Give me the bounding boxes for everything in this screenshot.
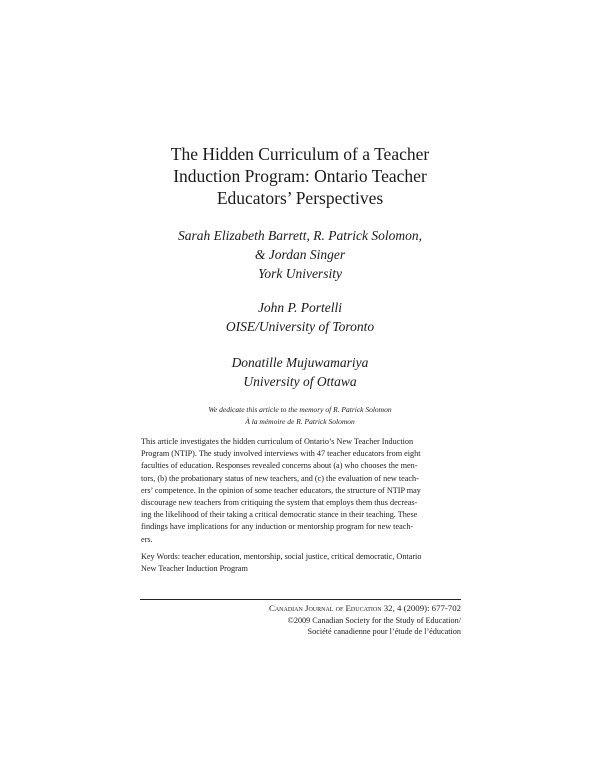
author-affiliation: OISE/University of Toronto bbox=[225, 319, 375, 334]
abstract-line: tors, (b) the probationary status of new teachers, and (c) the evaluation of new teach- bbox=[141, 473, 419, 483]
author-names: John P. Portelli bbox=[257, 300, 343, 315]
dedication-english: We dedicate this article to the memory of R. Patrick Solomon bbox=[208, 405, 392, 414]
keywords-line: Key Words: teacher education, mentorship, social justice, critical democratic, Ontario bbox=[141, 552, 422, 561]
author-group-ottawa bbox=[0, 353, 600, 391]
abstract-line: ers’ competence. In the opinion of some teacher educators, the structure of NTIP may bbox=[141, 485, 421, 495]
author-names: & Jordan Singer bbox=[254, 247, 346, 262]
author-group-oise bbox=[0, 298, 600, 336]
title-line: Educators’ Perspectives bbox=[216, 188, 384, 208]
author-names: Donatille Mujuwamariya bbox=[231, 355, 369, 370]
abstract-line: discourage new teachers from critiquing the system that employs them thus decreas- bbox=[141, 498, 418, 508]
copyright-line: ©2009 Canadian Society for the Study of Education/ bbox=[287, 615, 461, 625]
author-names: Sarah Elizabeth Barrett, R. Patrick Solomon, bbox=[178, 228, 422, 243]
title-line: Induction Program: Ontario Teacher bbox=[173, 166, 427, 186]
dedication bbox=[0, 404, 600, 428]
journal-footer bbox=[200, 603, 461, 638]
title-line: The Hidden Curriculum of a Teacher bbox=[170, 144, 430, 164]
article-title bbox=[0, 143, 600, 209]
abstract-line: ing the likelihood of their taking a critical democratic stance in their teaching. These bbox=[141, 510, 418, 520]
keywords bbox=[141, 551, 461, 575]
abstract-line: Program (NTIP). The study involved interviews with 47 teacher educators from eight bbox=[141, 449, 421, 459]
abstract-line: ers. bbox=[141, 534, 153, 544]
journal-citation: Canadian Journal of Education 32, 4 (2009): 677-702 bbox=[268, 603, 461, 613]
dedication-french: À la mémoire de R. Patrick Solomon bbox=[245, 417, 355, 426]
footer-divider bbox=[140, 599, 461, 600]
abstract bbox=[141, 436, 461, 546]
society-french-line: Société canadienne pour l’étude de l’éducation bbox=[307, 627, 461, 636]
author-affiliation: York University bbox=[258, 266, 342, 281]
author-affiliation: University of Ottawa bbox=[243, 374, 357, 389]
author-group-york bbox=[0, 226, 600, 283]
abstract-line: findings have implications for any induction or mentorship program for new teach- bbox=[141, 522, 414, 532]
keywords-line: New Teacher Induction Program bbox=[141, 564, 248, 574]
abstract-line: This article investigates the hidden curriculum of Ontario’s New Teacher Induction bbox=[141, 437, 414, 446]
abstract-line: faculties of education. Responses revealed concerns about (a) who chooses the men- bbox=[141, 461, 418, 471]
